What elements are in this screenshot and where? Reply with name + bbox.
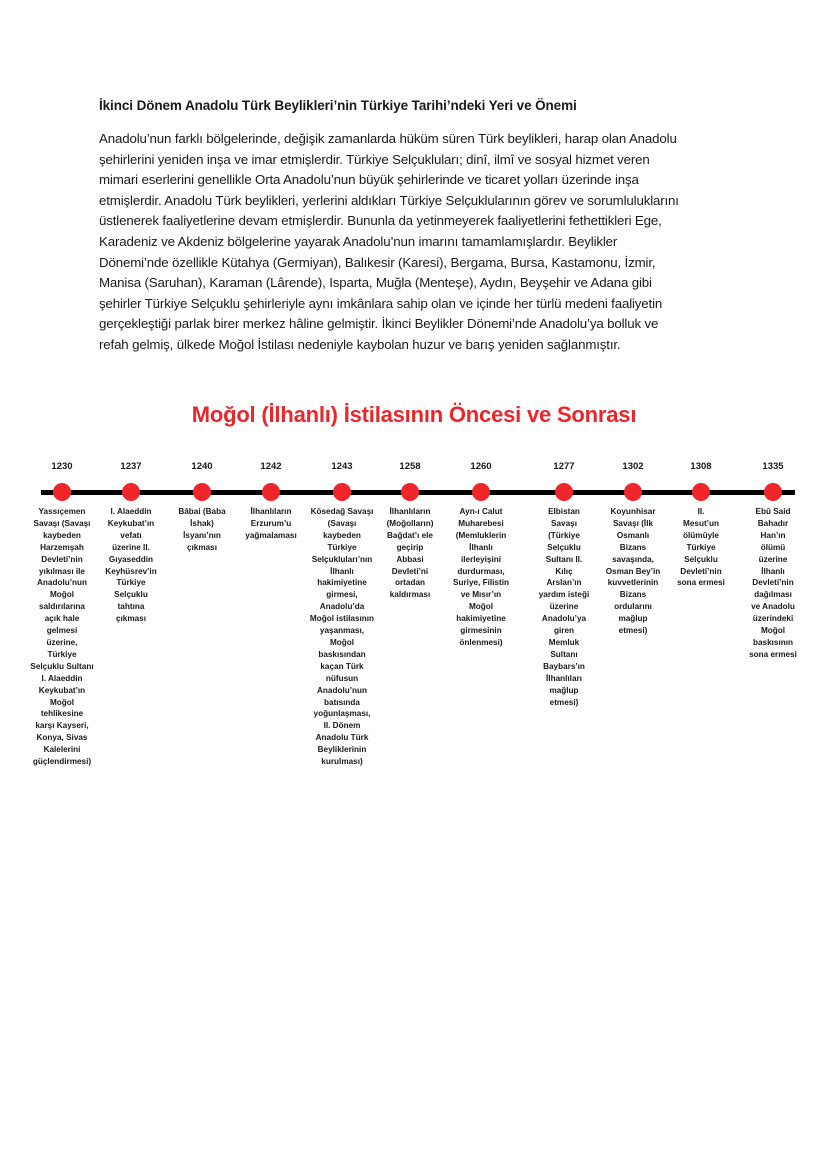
timeline-year: 1242	[260, 461, 282, 472]
timeline-event-line: Selçuklu Sultanı	[30, 661, 94, 671]
timeline-event	[92, 506, 170, 625]
timeline-event-line: Beyliklerinin	[317, 745, 367, 755]
timeline-event-line: Elbistan	[548, 507, 580, 516]
timeline-event-line: (Türkiye	[548, 530, 580, 540]
timeline-event-line: Ebû Said	[755, 507, 791, 516]
timeline-event-line: gelmesi	[46, 626, 78, 636]
timeline-event-line: batısında	[324, 697, 360, 707]
timeline-year: 1237	[120, 461, 142, 472]
timeline-year: 1260	[470, 461, 492, 472]
timeline-event-line: kaybeden	[323, 530, 361, 540]
paragraph-line: gerçekleştiği parlak birer merkez hâline gelmiştir. İkinci Beylikler Dönemi’nde Anadolu’ya bolluk ve	[99, 316, 659, 332]
body-paragraph	[99, 129, 739, 356]
timeline-event-line: Kalelerini	[43, 745, 81, 755]
timeline-event-line: önlenmesi)	[459, 637, 503, 647]
timeline-event-line: Selçuklu	[684, 554, 718, 564]
timeline-event-line: ordularını	[614, 602, 652, 612]
timeline-event-line: Türkiye	[686, 542, 716, 552]
timeline-event-line: Devleti’nin	[680, 566, 722, 576]
timeline-event-line: üzerine,	[46, 637, 78, 647]
timeline-event-line: yıkılması ile	[39, 566, 85, 576]
timeline-event	[23, 506, 101, 768]
timeline-year: 1302	[622, 461, 644, 472]
timeline-event-line: tahtına	[117, 602, 145, 612]
timeline-year: 1277	[553, 461, 575, 472]
timeline-event-line: Bizans	[619, 590, 647, 600]
timeline-event-line: mağlup	[618, 614, 648, 624]
timeline-event-line: Keyhüsrev’in	[105, 566, 157, 576]
timeline-event-line: Keykubat’ın	[38, 685, 86, 695]
timeline-event-line: Gıyaseddin	[108, 554, 154, 564]
timeline-event-line: giren	[553, 626, 575, 636]
timeline-event-line: mağlup	[549, 685, 579, 695]
timeline-event-line: Moğol istilasının	[309, 614, 375, 624]
timeline-event-line: Moğol	[49, 697, 75, 707]
timeline-event-line: Bahadır	[757, 518, 789, 528]
timeline-event-line: Han’ın	[760, 530, 786, 540]
timeline-event-line: ve Anadolu	[751, 602, 795, 612]
timeline-event-line: Türkiye	[47, 649, 77, 659]
timeline-event-line: Kösedağ Savaşı	[310, 507, 374, 516]
timeline-event	[442, 506, 520, 649]
timeline-year: 1243	[331, 461, 353, 472]
timeline-event-line: Selçukluları’nın	[311, 554, 373, 564]
timeline-event-line: kurulması)	[321, 757, 363, 767]
paragraph-line: Karadeniz ve Akdeniz bölgelerine yayarak Anadolu’nun imarını tamamlamışlardır. Beylikler	[99, 233, 618, 249]
timeline-year: 1240	[191, 461, 213, 472]
timeline-event-line: hakimiyetine	[317, 578, 367, 588]
timeline-event-line: Baybars’ın	[543, 661, 585, 671]
timeline-event-line: Selçuklu	[114, 590, 148, 600]
timeline-event-line: sona ermesi	[677, 578, 725, 588]
timeline-year: 1308	[690, 461, 712, 472]
timeline-event-line: durdurması,	[457, 566, 505, 576]
timeline-event-line: Moğol	[329, 637, 355, 647]
paragraph-line: şehirlerini yeniden inşa ve imar etmişlerdir. Türkiye Selçukluları; dinî, ilmî ve sosyal hizmet veren	[99, 151, 650, 167]
timeline-event-line: vefatı	[120, 530, 142, 540]
timeline-event-line: yağmalaması	[245, 530, 297, 540]
timeline-event-line: Yassıçemen	[38, 507, 86, 516]
timeline-event	[232, 506, 310, 542]
timeline-event-line: üzerine	[758, 554, 788, 564]
timeline-marker	[53, 483, 71, 501]
timeline-event-line: kuvvetlerinin	[607, 578, 659, 588]
timeline-event-line: Suriye, Filistin	[453, 578, 509, 588]
timeline-event	[303, 506, 381, 768]
timeline-marker	[262, 483, 280, 501]
timeline-event-line: etmesi)	[549, 697, 579, 707]
timeline-event-line: çıkması	[115, 614, 147, 624]
timeline-event-line: Bâbai (Baba	[178, 507, 226, 516]
timeline-year: 1335	[762, 461, 784, 472]
timeline-event	[594, 506, 672, 637]
timeline-event-line: Anadolu’nun	[316, 685, 368, 695]
timeline-event-line: İlhanlı	[469, 542, 493, 552]
timeline-event-line: tehlikesine	[40, 709, 84, 719]
paragraph-line: üstlenerek faaliyetlerine devam etmişlerdir. Bununla da yetinmeyerek faaliyetlerini fethettikleri Ege,	[99, 213, 662, 229]
timeline-event	[525, 506, 603, 708]
timeline-event-line: Kılıç	[555, 566, 573, 576]
timeline-event-line: Devleti’nin	[41, 554, 83, 564]
timeline-marker	[472, 483, 490, 501]
timeline-event-line: açık hale	[44, 614, 80, 624]
timeline-event-line: Arslan’ın	[546, 578, 582, 588]
timeline-event-line: Keykubat’ın	[107, 518, 155, 528]
timeline-event-line: sona ermesi	[749, 649, 797, 659]
timeline-event-line: Türkiye	[116, 578, 146, 588]
timeline-marker	[193, 483, 211, 501]
timeline-marker	[764, 483, 782, 501]
timeline-event-line: geçirip	[396, 542, 424, 552]
timeline-event-line: İlhanlıları	[546, 673, 582, 683]
timeline-event-line: Anadolu’ya	[541, 614, 587, 624]
timeline-event-line: Osman Bey’in	[605, 566, 661, 576]
timeline-event-line: girmesi,	[326, 590, 358, 600]
section-heading: İkinci Dönem Anadolu Türk Beylikleri’nin Türkiye Tarihi’ndeki Yeri ve Önemi	[99, 98, 577, 113]
timeline-event-line: Anadolu Türk	[315, 733, 369, 743]
timeline-event-line: saldırılarına	[39, 602, 85, 612]
timeline-event-line: Moğol	[760, 626, 786, 636]
timeline-event-line: Moğol	[468, 602, 494, 612]
timeline-event-line: Selçuklu	[547, 542, 581, 552]
timeline-year: 1258	[399, 461, 421, 472]
paragraph-line: şehirler Türkiye Selçuklu şehirleriyle aynı imkânlara sahip olan ve içinde her türlü medeni faaliyetin	[99, 295, 663, 311]
timeline-event-line: kaybeden	[43, 530, 81, 540]
timeline-marker	[555, 483, 573, 501]
timeline-event-line: üzerine II.	[112, 542, 150, 552]
timeline-event-line: karşı Kayseri,	[35, 721, 89, 731]
timeline-event-line: dağılması	[754, 590, 792, 600]
paragraph-line: Dönemi’nde özellikle Kütahya (Germiyan), Balıkesir (Karesi), Bergama, Bursa, Kastamonu, İzmir,	[99, 254, 656, 270]
timeline-event-line: baskısının	[752, 637, 794, 647]
timeline-event-line: yardım isteği	[538, 590, 590, 600]
timeline-event-line: Mesut’un	[683, 518, 719, 528]
timeline-event	[734, 506, 812, 661]
timeline-event-line: ilerleyişini	[460, 554, 502, 564]
timeline-event-line: baskısından	[318, 649, 366, 659]
timeline-event-line: İsyanı’nın	[183, 530, 221, 540]
paragraph-line: Manisa (Saruhan), Karaman (Lârende), Isparta, Muğla (Menteşe), Aydın, Beyşehir ve Adana gibi	[99, 275, 652, 291]
timeline-event-line: İlhanlı	[761, 566, 785, 576]
timeline-event-line: ve Mısır’ın	[460, 590, 502, 600]
timeline-event	[163, 506, 241, 554]
timeline-event-line: üzerine	[549, 602, 579, 612]
timeline-event-line: (Moğolların)	[386, 518, 434, 528]
timeline-event-line: girmesinin	[460, 626, 502, 636]
timeline-marker	[401, 483, 419, 501]
timeline-event-line: hakimiyetine	[456, 614, 506, 624]
timeline-event-line: Harzemşah	[40, 542, 84, 552]
timeline-event-line: Sultanı	[550, 649, 578, 659]
timeline-event-line: yoğunlaşması,	[313, 709, 371, 719]
timeline-event	[371, 506, 449, 601]
timeline-event-line: savaşında,	[612, 554, 654, 564]
timeline-event-line: Osmanlı	[616, 530, 650, 540]
timeline-event-line: (Memluklerin	[455, 530, 507, 540]
timeline-event-line: Savaşı (Savaşı	[33, 518, 91, 528]
timeline-event-line: kaçan Türk	[320, 661, 364, 671]
timeline-event-line: Moğol	[49, 590, 75, 600]
timeline-year: 1230	[51, 461, 73, 472]
timeline-event-line: Erzurum’u	[250, 518, 292, 528]
timeline-event-line: çıkması	[186, 542, 218, 552]
timeline-event-line: Anadolu’nun	[36, 578, 88, 588]
timeline-event-line: İshak)	[190, 518, 214, 528]
timeline-event-line: ortadan	[394, 578, 426, 588]
timeline-event-line: ölümüyle	[683, 530, 719, 540]
timeline-event-line: Türkiye	[327, 542, 357, 552]
timeline-event-line: yaşanması,	[319, 626, 365, 636]
paragraph-line: mimari eserlerini genellikle Orta Anadolu’nun büyük şehirlerinde ve ticaret yolları üzerinde inşa	[99, 172, 639, 188]
timeline-event-line: nüfusun	[325, 673, 359, 683]
timeline-event-line: Koyunhisar	[610, 507, 656, 516]
timeline-event-line: Muharebesi	[458, 518, 504, 528]
timeline-marker	[122, 483, 140, 501]
timeline-event-line: Devleti’ni	[391, 566, 429, 576]
paragraph-line: Anadolu’nun farklı bölgelerinde, değişik zamanlarda hüküm süren Türk beylikleri, harap olan Anadolu	[99, 131, 677, 146]
timeline-event-line: II.	[697, 507, 705, 516]
timeline-marker	[692, 483, 710, 501]
timeline-event-line: Devleti’nin	[752, 578, 794, 588]
timeline-event-line: Abbasi	[396, 554, 424, 564]
timeline-event-line: Savaşı (İlk	[612, 518, 654, 528]
timeline-event-line: Sultanı II.	[545, 554, 583, 564]
timeline-event-line: Anadolu’da	[319, 602, 365, 612]
timeline-title: Moğol (İlhanlı) İstilasının Öncesi ve Sonrası	[191, 402, 637, 427]
timeline-event-line: Konya, Sivas	[36, 733, 88, 743]
timeline-marker	[624, 483, 642, 501]
timeline-event-line: İlhanlıların	[389, 507, 431, 516]
timeline-event-line: II. Dönem	[323, 721, 361, 731]
paragraph-line: refah gelmiş, ülkede Moğol İstilası nedeniyle kaybolan huzur ve barış yeniden sağlanmıştır.	[99, 336, 621, 352]
timeline-event-line: İlhanlı	[330, 566, 354, 576]
timeline-event	[662, 506, 740, 589]
timeline-event-line: Savaşı	[551, 518, 577, 528]
timeline-event-line: Bağdat’ı ele	[387, 530, 433, 540]
timeline-event-line: İlhanlıların	[250, 507, 292, 516]
timeline-event-line: I. Alaeddin	[41, 673, 83, 683]
timeline-event-line: etmesi)	[618, 626, 648, 636]
timeline-event-line: güçlendirmesi)	[32, 757, 92, 767]
timeline-event-line: Ayn-ı Calut	[459, 507, 503, 516]
timeline-event-line: ölümü	[760, 542, 786, 552]
timeline-event-line: I. Alaeddin	[110, 507, 152, 516]
timeline-event-line: üzerindeki	[752, 614, 794, 624]
timeline-event-line: Memluk	[548, 637, 580, 647]
timeline-event-line: Bizans	[619, 542, 647, 552]
timeline-marker	[333, 483, 351, 501]
timeline-event-line: kaldırması	[389, 590, 431, 600]
timeline-event-line: (Savaşı	[327, 518, 357, 528]
paragraph-line: etmişlerdir. Anadolu Türk beylikleri, yerlerini aldıkları Türkiye Selçuklularının görev ve sorumluluklarını	[99, 192, 679, 208]
